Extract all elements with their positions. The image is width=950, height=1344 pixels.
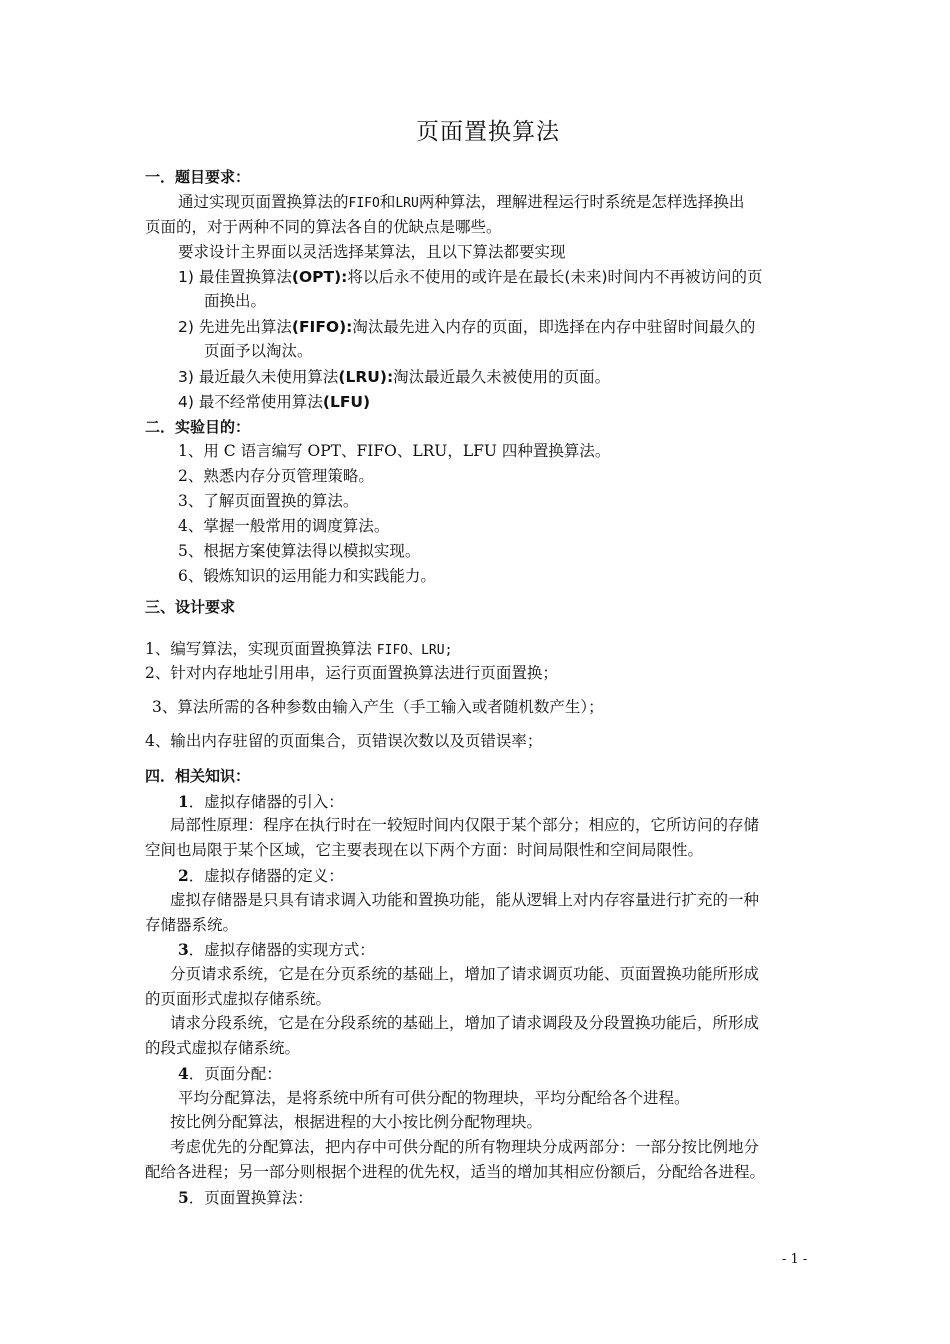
k1-number: 1 [178,792,189,811]
k5-number: 5 [178,1188,189,1207]
section-4-heading: 四．相关知识： [145,767,251,785]
s2-list-item: 5、根据方案使算法得以模拟实现。 [178,542,421,560]
item-4-text-a: 最不经常使用算法 [198,393,323,411]
s4-paragraph: 按比例分配算法，根据进程的大小按比例分配物理块。 [170,1113,543,1131]
s1-intro-lru: LRU [395,196,419,211]
s1-list-item-2-cont: 页面予以淘汰。 [204,342,313,360]
k2-number: 2 [178,866,189,885]
s4-paragraph: 分页请求系统，它是在分页系统的基础上，增加了请求调页功能、页面置换功能所形成 [170,965,760,983]
item-1-colon: : [341,268,348,286]
item-4-number: 4) [178,393,194,411]
item-2-colon: : [346,318,353,336]
s4-paragraph: 配给各进程；另一部分则根据个进程的优先权，适当的增加其相应份额后，分配给各进程。 [145,1163,766,1181]
k4-number: 4 [178,1064,189,1083]
item-3-text-a: 最近最久未使用算法 [198,368,339,386]
k3-number: 3 [178,940,189,959]
item-3-text-d: 淘汰最近最久未被使用的页面。 [393,368,611,386]
s1-intro-fifo: FIFO [348,196,380,211]
item-2-fifo: (FIFO) [291,318,347,336]
s1-requirement: 要求设计主界面以灵活选择某算法，且以下算法都要实现 [178,243,566,261]
s1-list-item-1 [178,270,763,286]
page-number: - 1 - [782,1252,808,1267]
s1-list-item-2 [178,320,755,336]
s4-subheading-3 [178,942,375,959]
item-2-text-d: 淘汰最先进入内存的页面，即选择在内存中驻留时间最久的 [352,318,756,336]
s1-intro-text-a: 通过实现页面置换算法的 [178,193,349,211]
s2-list-item: 2、熟悉内存分页管理策略。 [178,467,374,485]
s3-requirement-2: 2、针对内存地址引用串，运行页面置换算法进行页面置换； [145,664,558,682]
s1-list-item-3 [178,370,610,386]
item-1-text-a: 最佳置换算法 [198,268,292,286]
k2-title: ．虚拟存储器的定义： [188,867,344,885]
k5-title: ．页面置换算法： [188,1189,313,1207]
s4-paragraph: 虚拟存储器是只具有请求调入功能和置换功能，能从逻辑上对内存容量进行扩充的一种 [170,891,760,909]
s4-paragraph: 平均分配算法，是将系统中所有可供分配的物理块，平均分配给各个进程。 [178,1089,690,1107]
s4-subheading-5 [178,1190,313,1207]
s4-paragraph: 局部性原理：程序在执行时在一较短时间内仅限于某个部分；相应的，它所访问的存储 [170,816,760,834]
s3-requirement-1 [145,642,452,658]
s1-intro-line-2: 页面的，对于两种不同的算法各自的优缺点是哪些。 [145,218,502,236]
item-3-number: 3) [178,368,194,386]
item-1-opt: (OPT) [291,268,342,286]
item-4-lfu: (LFU) [322,393,371,411]
s1-intro-text-c: 两种算法，理解进程运行时系统是怎样选择换出 [418,193,745,211]
item-2-text-a: 先进先出算法 [198,318,292,336]
s2-list-item: 1、用 C 语言编写 OPT、FIFO、LRU，LFU 四种置换算法。 [178,442,611,460]
s3-r1-algos: FIFO、LRU; [376,643,453,658]
s4-subheading-2 [178,868,344,885]
item-3-lru: (LRU) [338,368,387,386]
k4-title: ．页面分配： [188,1065,282,1083]
item-1-paren-open: ( [564,268,571,286]
item-1-future: 未来 [570,268,602,286]
s4-paragraph: 请求分段系统，它是在分段系统的基础上，增加了请求调段及分段置换功能后，所形成 [170,1014,760,1032]
s1-intro-text-b: 和 [379,193,396,211]
item-3-colon: : [386,368,394,386]
page-title: 页面置换算法 [416,119,560,145]
s1-list-item-1-cont: 面换出。 [204,292,267,310]
s3-requirement-4: 4、输出内存驻留的页面集合，页错误次数以及页错误率； [145,732,543,750]
s4-paragraph: 考虑优先的分配算法，把内存中可供分配的所有物理块分成两部分：一部分按比例地分 [170,1138,760,1156]
section-1-heading: 一．题目要求： [145,168,251,186]
s4-subheading-1 [178,794,344,811]
item-1-text-h: 时间内不再被访问的页 [607,268,763,286]
item-1-number: 1) [178,268,194,286]
item-1-paren-close: ) [601,268,608,286]
s4-paragraph: 空间也局限于某个区域，它主要表现在以下两个方面：时间局限性和空间局限性。 [145,841,704,859]
item-2-number: 2) [178,318,194,336]
s1-intro-line-1 [178,195,744,211]
section-3-heading: 三、设计要求 [145,598,236,616]
s4-paragraph: 存储器系统。 [145,916,239,934]
s4-subheading-4 [178,1066,282,1083]
s2-list-item: 3、了解页面置换的算法。 [178,492,359,510]
s4-paragraph: 的页面形式虚拟存储系统。 [145,990,332,1008]
s3-r1-text: 1、编写算法，实现页面置换算法 [145,640,377,658]
s2-list-item: 4、掌握一般常用的调度算法。 [178,517,390,535]
s1-list-item-4 [178,395,370,411]
k1-title: ．虚拟存储器的引入： [188,793,344,811]
item-1-text-d: 将以后永不使用的或许是在最长 [347,268,565,286]
k3-title: ．虚拟存储器的实现方式： [188,941,375,959]
s2-list-item: 6、锻炼知识的运用能力和实践能力。 [178,567,436,585]
section-2-heading: 二．实验目的： [145,418,251,436]
s3-requirement-3: 3、算法所需的各种参数由输入产生（手工输入或者随机数产生）； [152,698,604,716]
s4-paragraph: 的段式虚拟存储系统。 [145,1039,301,1057]
